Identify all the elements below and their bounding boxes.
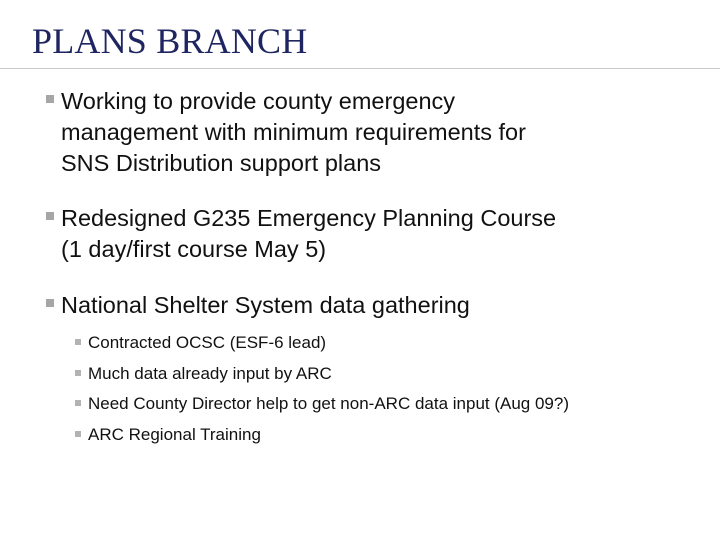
bullet-text-line: SNS Distribution support plans <box>61 150 382 176</box>
bullet-text-line: management with minimum requirements for <box>61 119 526 145</box>
bullet-item <box>46 203 686 265</box>
bullet-item <box>46 290 686 321</box>
square-bullet-icon <box>75 370 81 376</box>
sub-bullet-item <box>75 332 695 354</box>
bullet-text-line: Working to provide county emergency <box>61 88 456 114</box>
sub-bullet-item <box>75 363 695 385</box>
sub-bullet-item <box>75 424 695 446</box>
square-bullet-icon <box>75 339 81 345</box>
square-bullet-icon <box>75 400 81 406</box>
square-bullet-icon <box>46 95 54 103</box>
slide-title: PLANS BRANCH <box>32 21 308 61</box>
sub-bullet-text: Need County Director help to get non-ARC data input (Aug 09?) <box>88 394 569 413</box>
bullet-text-line: Redesigned G235 Emergency Planning Course <box>61 205 557 231</box>
square-bullet-icon <box>46 212 54 220</box>
sub-bullet-text: ARC Regional Training <box>88 425 261 444</box>
square-bullet-icon <box>75 431 81 437</box>
bullet-item <box>46 86 686 179</box>
sub-bullet-text: Much data already input by ARC <box>88 364 332 383</box>
title-divider <box>0 68 720 69</box>
bullet-text-line: National Shelter System data gathering <box>61 292 470 318</box>
square-bullet-icon <box>46 299 54 307</box>
sub-bullet-item <box>75 393 695 415</box>
bullet-text-line: (1 day/first course May 5) <box>61 236 327 262</box>
sub-bullet-text: Contracted OCSC (ESF-6 lead) <box>88 333 327 352</box>
